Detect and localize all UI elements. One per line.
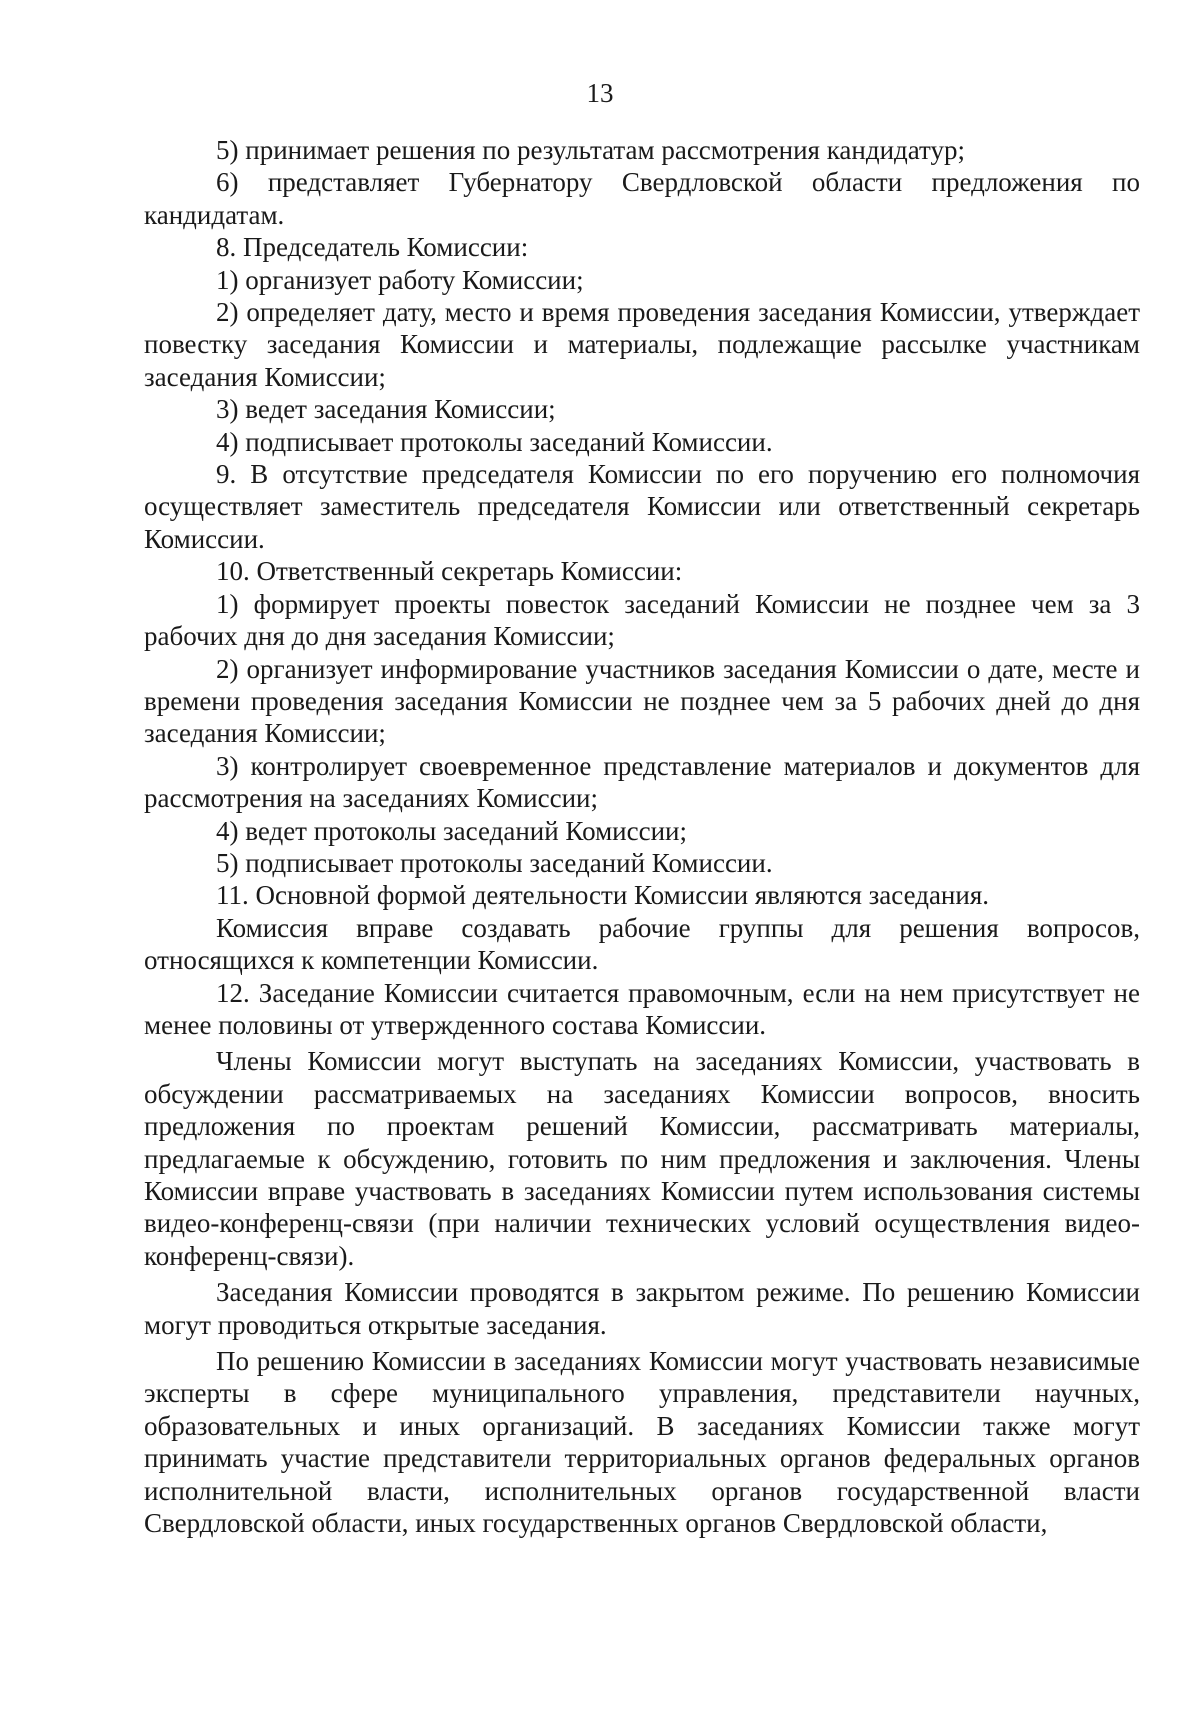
paragraph: 11. Основной формой деятельности Комиссии являются заседания. bbox=[216, 880, 989, 911]
paragraph: 4) ведет протоколы заседаний Комиссии; bbox=[216, 815, 687, 846]
paragraph: 8. Председатель Комиссии: bbox=[216, 232, 529, 263]
paragraph: 12. Заседание Комиссии считается правомочным, если на нем присутствует не менее половины от утвержденного состава Комиссии. bbox=[144, 977, 1140, 1040]
document-body bbox=[144, 134, 1140, 1539]
paragraph: 5) принимает решения по результатам рассмотрения кандидатур; bbox=[216, 135, 965, 165]
paragraph: 2) определяет дату, место и время проведения заседания Комиссии, утверждает повестку заседания Комиссии и материалы, подлежащие рассылке участникам заседания Комиссии; bbox=[144, 297, 1140, 392]
paragraph: Члены Комиссии могут выступать на заседаниях Комиссии, участвовать в обсуждении рассматриваемых на заседаниях Комиссии вопросов, вносить предложения по проектам решений Комиссии, рассматривать материалы, предлагаемые к обсуждению, готовить по ним предложения и заключения. Члены Комиссии вправе участвовать в заседаниях Комиссии путем использования системы видео-конференц-связи (при наличии технических условий осуществления видео-конференц-связи). bbox=[144, 1046, 1140, 1271]
paragraph: 3) контролирует своевременное представление материалов и документов для рассмотрения на заседаниях Комиссии; bbox=[144, 750, 1140, 814]
paragraph: 5) подписывает протоколы заседаний Комиссии. bbox=[216, 847, 773, 878]
paragraph: 1) организует работу Комиссии; bbox=[216, 264, 584, 295]
paragraph: 4) подписывает протоколы заседаний Комиссии. bbox=[216, 426, 773, 457]
paragraph: Комиссия вправе создавать рабочие группы для решения вопросов, относящихся к компетенции Комиссии. bbox=[144, 912, 1140, 976]
paragraph: По решению Комиссии в заседаниях Комиссии могут участвовать независимые эксперты в сфере муниципального управления, представители научных, образовательных и иных организаций. В заседаниях Комиссии также могут принимать участие представители территориальных органов федеральных органов исполнительной власти, исполнительных органов государственной власти Свердловской области, иных государственных органов Свердловской области, bbox=[144, 1346, 1140, 1539]
paragraph: 6) представляет Губернатору Свердловской области предложения по кандидатам. bbox=[144, 167, 1140, 230]
paragraph: 2) организует информирование участников заседания Комиссии о дате, месте и времени проведения заседания Комиссии не позднее чем за 5 рабочих дней до дня заседания Комиссии; bbox=[144, 653, 1140, 749]
paragraph: Заседания Комиссии проводятся в закрытом режиме. По решению Комиссии могут проводиться открытые заседания. bbox=[144, 1277, 1140, 1340]
paragraph: 3) ведет заседания Комиссии; bbox=[216, 394, 556, 425]
paragraph: 1) формирует проекты повесток заседаний Комиссии не позднее чем за 3 рабочих дня до дня заседания Комиссии; bbox=[144, 588, 1140, 652]
paragraph: 10. Ответственный секретарь Комиссии: bbox=[216, 556, 683, 587]
paragraph: 9. В отсутствие председателя Комиссии по его поручению его полномочия осуществляет заместитель председателя Комиссии или ответственный секретарь Комиссии. bbox=[144, 459, 1140, 554]
page-number: 13 bbox=[586, 78, 614, 108]
